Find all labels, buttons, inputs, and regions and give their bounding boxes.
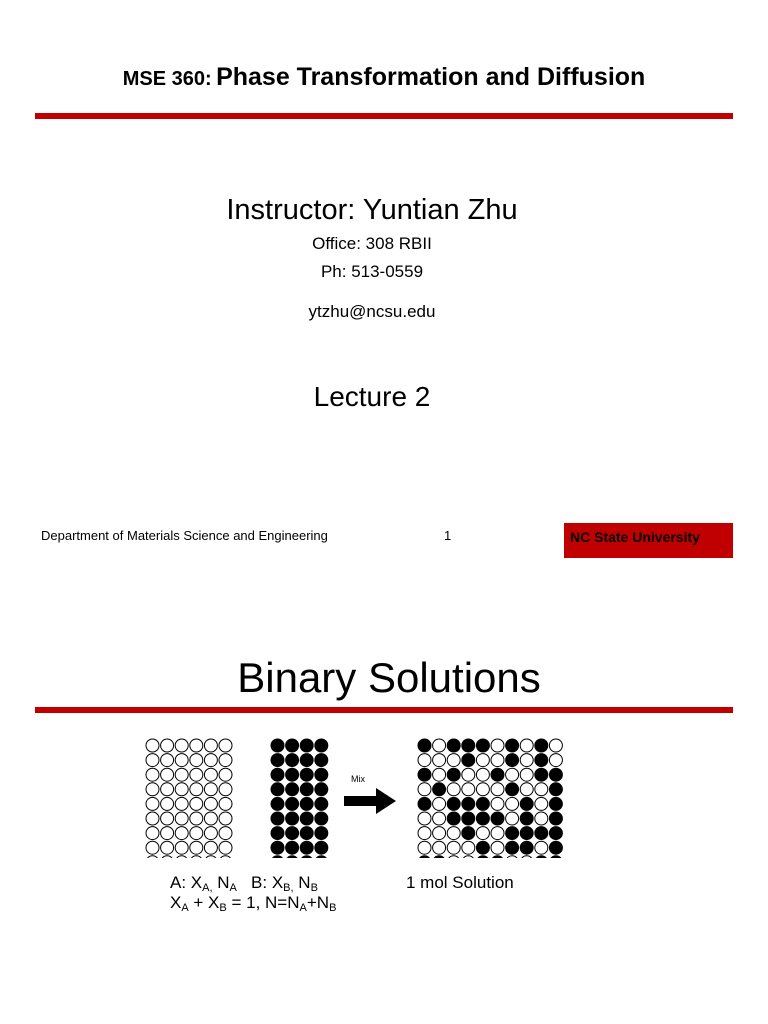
atom-b: [476, 812, 489, 825]
atom-b: [447, 812, 460, 825]
atom-b: [418, 768, 431, 781]
atom-b: [271, 797, 284, 810]
atom-a: [447, 827, 460, 840]
atom-a: [146, 827, 159, 840]
atom-b: [506, 841, 519, 854]
atom-b: [476, 739, 489, 752]
atom-a: [219, 812, 232, 825]
atom-a: [433, 797, 446, 810]
solution-label: 1 mol Solution: [406, 873, 514, 892]
course-title: [0, 63, 768, 92]
atom-a: [190, 856, 203, 858]
mix-label: Mix: [351, 774, 365, 784]
atom-b: [549, 841, 562, 854]
atom-a: [219, 739, 232, 752]
atom-a: [535, 841, 548, 854]
atom-b: [286, 783, 299, 796]
atom-a: [535, 797, 548, 810]
atom-a: [219, 797, 232, 810]
atom-b: [300, 827, 313, 840]
formula-n-a: N: [212, 873, 230, 892]
atom-a: [491, 797, 504, 810]
atom-b: [300, 797, 313, 810]
atom-a: [190, 739, 203, 752]
atom-b: [315, 797, 328, 810]
atom-b: [491, 856, 504, 858]
atom-b: [535, 754, 548, 767]
formula-b: B: X: [236, 873, 284, 892]
atom-a: [447, 841, 460, 854]
atom-a: [146, 797, 159, 810]
atom-b: [286, 812, 299, 825]
atom-a: [204, 797, 217, 810]
atom-a: [476, 754, 489, 767]
atom-a: [161, 856, 174, 858]
instructor-name: Instructor: Yuntian Zhu: [226, 194, 518, 226]
atom-b: [271, 783, 284, 796]
atom-a: [190, 841, 203, 854]
atom-a: [476, 783, 489, 796]
atom-b: [549, 768, 562, 781]
formula-x: X: [170, 893, 182, 912]
atom-b: [535, 827, 548, 840]
atom-b: [271, 827, 284, 840]
atom-a: [146, 856, 159, 858]
formula-eq: = 1, N=N: [226, 893, 300, 912]
pure-a-lattice: [145, 738, 235, 858]
course-code: MSE 360:: [122, 68, 212, 90]
atom-a: [146, 739, 159, 752]
atom-a: [535, 812, 548, 825]
atom-a: [462, 768, 475, 781]
atom-b: [300, 812, 313, 825]
atom-b: [418, 739, 431, 752]
formula-line-2: [170, 893, 336, 913]
atom-a: [175, 783, 188, 796]
mixed-solution-lattice: [417, 738, 567, 858]
atom-a: [476, 768, 489, 781]
atom-a: [219, 754, 232, 767]
atom-a: [549, 754, 562, 767]
atom-b: [315, 827, 328, 840]
atom-a: [175, 797, 188, 810]
atom-b: [300, 783, 313, 796]
slide-title: Binary Solutions: [237, 654, 541, 701]
atom-a: [462, 841, 475, 854]
atom-a: [491, 827, 504, 840]
atom-a: [418, 783, 431, 796]
formula-n-a-sub: A: [229, 882, 237, 894]
atom-b: [315, 783, 328, 796]
atom-a: [491, 754, 504, 767]
atom-b: [300, 856, 313, 858]
atom-a: [447, 783, 460, 796]
atom-a: [175, 768, 188, 781]
atom-a: [447, 856, 460, 858]
atom-a: [219, 827, 232, 840]
atom-b: [286, 739, 299, 752]
atom-b: [315, 856, 328, 858]
atom-b: [476, 797, 489, 810]
atom-a: [506, 768, 519, 781]
atom-b: [462, 827, 475, 840]
atom-a: [175, 856, 188, 858]
atom-a: [506, 812, 519, 825]
atom-b: [286, 827, 299, 840]
atom-a: [146, 754, 159, 767]
atom-b: [300, 768, 313, 781]
formula-n-b-sub-2: B: [329, 902, 337, 914]
atom-b: [491, 812, 504, 825]
atom-a: [549, 739, 562, 752]
atom-b: [433, 856, 446, 858]
atom-a: [520, 768, 533, 781]
atom-b: [315, 812, 328, 825]
atom-a: [190, 768, 203, 781]
atom-a: [161, 812, 174, 825]
atom-a: [204, 768, 217, 781]
atom-a: [175, 739, 188, 752]
atom-b: [286, 797, 299, 810]
atom-a: [146, 841, 159, 854]
atom-b: [520, 812, 533, 825]
atom-a: [418, 754, 431, 767]
atom-a: [204, 739, 217, 752]
atom-b: [447, 797, 460, 810]
title-rule-2: [35, 707, 733, 713]
atom-b: [286, 856, 299, 858]
atom-a: [433, 812, 446, 825]
atom-b: [300, 754, 313, 767]
atom-a: [447, 754, 460, 767]
atom-b: [286, 754, 299, 767]
atom-a: [204, 812, 217, 825]
atom-b: [520, 841, 533, 854]
atom-a: [491, 783, 504, 796]
atom-b: [549, 797, 562, 810]
atom-b: [476, 856, 489, 858]
atom-b: [418, 856, 431, 858]
atom-b: [462, 754, 475, 767]
atom-b: [462, 739, 475, 752]
atom-b: [286, 768, 299, 781]
atom-b: [286, 841, 299, 854]
atom-b: [447, 739, 460, 752]
atom-a: [190, 827, 203, 840]
atom-a: [433, 754, 446, 767]
atom-b: [315, 841, 328, 854]
atom-a: [433, 739, 446, 752]
atom-a: [175, 841, 188, 854]
atom-a: [161, 797, 174, 810]
atom-b: [535, 856, 548, 858]
formula-b-sub: B,: [283, 882, 294, 894]
formula-plus: + X: [188, 893, 220, 912]
atom-b: [462, 797, 475, 810]
atom-b: [506, 739, 519, 752]
atom-a: [204, 856, 217, 858]
atom-b: [418, 797, 431, 810]
formula-a: A: X: [170, 873, 203, 892]
atom-b: [271, 754, 284, 767]
atom-a: [161, 768, 174, 781]
atom-b: [520, 797, 533, 810]
atom-a: [161, 783, 174, 796]
formula-n-a-sub-2: A: [299, 902, 307, 914]
atom-b: [549, 812, 562, 825]
atom-a: [491, 841, 504, 854]
atom-a: [175, 754, 188, 767]
atom-a: [520, 754, 533, 767]
formula-n-b: N: [293, 873, 311, 892]
formula-line-1: [170, 873, 318, 893]
atom-b: [271, 812, 284, 825]
atom-a: [418, 841, 431, 854]
atom-a: [161, 754, 174, 767]
atom-a: [535, 783, 548, 796]
office-location: Office: 308 RBII: [312, 234, 432, 253]
atom-b: [549, 783, 562, 796]
course-name: Phase Transformation and Diffusion: [216, 63, 646, 91]
atom-a: [190, 797, 203, 810]
atom-b: [535, 739, 548, 752]
atom-b: [549, 827, 562, 840]
atom-a: [520, 856, 533, 858]
atom-b: [535, 768, 548, 781]
atom-b: [433, 783, 446, 796]
atom-a: [219, 783, 232, 796]
atom-a: [520, 783, 533, 796]
university-badge: NC State University: [564, 523, 733, 558]
atom-a: [175, 827, 188, 840]
atom-a: [146, 812, 159, 825]
atom-b: [315, 754, 328, 767]
lecture-number: Lecture 2: [313, 381, 431, 412]
atom-a: [506, 856, 519, 858]
right-arrow-icon: [342, 786, 398, 816]
atom-b: [300, 739, 313, 752]
atom-a: [161, 827, 174, 840]
atom-a: [418, 827, 431, 840]
atom-b: [506, 783, 519, 796]
atom-b: [520, 827, 533, 840]
atom-b: [462, 812, 475, 825]
footer-page-number: 1: [444, 528, 452, 543]
atom-a: [418, 812, 431, 825]
email-address: ytzhu@ncsu.edu: [308, 302, 436, 321]
atom-a: [462, 783, 475, 796]
atom-a: [433, 768, 446, 781]
atom-b: [271, 739, 284, 752]
atom-a: [219, 768, 232, 781]
atom-a: [190, 812, 203, 825]
atom-b: [271, 768, 284, 781]
atom-a: [204, 841, 217, 854]
atom-b: [506, 754, 519, 767]
atom-a: [161, 841, 174, 854]
atom-b: [476, 841, 489, 854]
atom-b: [271, 841, 284, 854]
formula-a-sub: A,: [202, 882, 213, 894]
atom-a: [161, 739, 174, 752]
atom-a: [462, 856, 475, 858]
atom-a: [433, 841, 446, 854]
atom-a: [506, 797, 519, 810]
atom-a: [146, 783, 159, 796]
atom-a: [520, 739, 533, 752]
phone-number: Ph: 513-0559: [320, 262, 424, 281]
atom-a: [204, 783, 217, 796]
atom-b: [271, 856, 284, 858]
atom-a: [146, 768, 159, 781]
atom-a: [491, 739, 504, 752]
atom-b: [300, 841, 313, 854]
atom-b: [315, 768, 328, 781]
atom-a: [175, 812, 188, 825]
atom-a: [219, 841, 232, 854]
atom-b: [549, 856, 562, 858]
formula-x-b-sub: B: [219, 902, 227, 914]
atom-a: [204, 827, 217, 840]
atom-a: [190, 783, 203, 796]
atom-b: [491, 768, 504, 781]
atom-a: [204, 754, 217, 767]
formula-n-b-sub: B: [310, 882, 318, 894]
footer-department: Department of Materials Science and Engineering: [41, 528, 328, 543]
formula-x-a-sub: A: [181, 902, 189, 914]
atom-a: [433, 827, 446, 840]
atom-a: [219, 856, 232, 858]
atom-b: [447, 768, 460, 781]
formula-plus-n: +N: [306, 893, 330, 912]
atom-a: [190, 754, 203, 767]
atom-b: [315, 739, 328, 752]
title-rule-1: [35, 113, 733, 119]
atom-b: [506, 827, 519, 840]
atom-a: [476, 827, 489, 840]
pure-b-lattice: [270, 738, 330, 858]
